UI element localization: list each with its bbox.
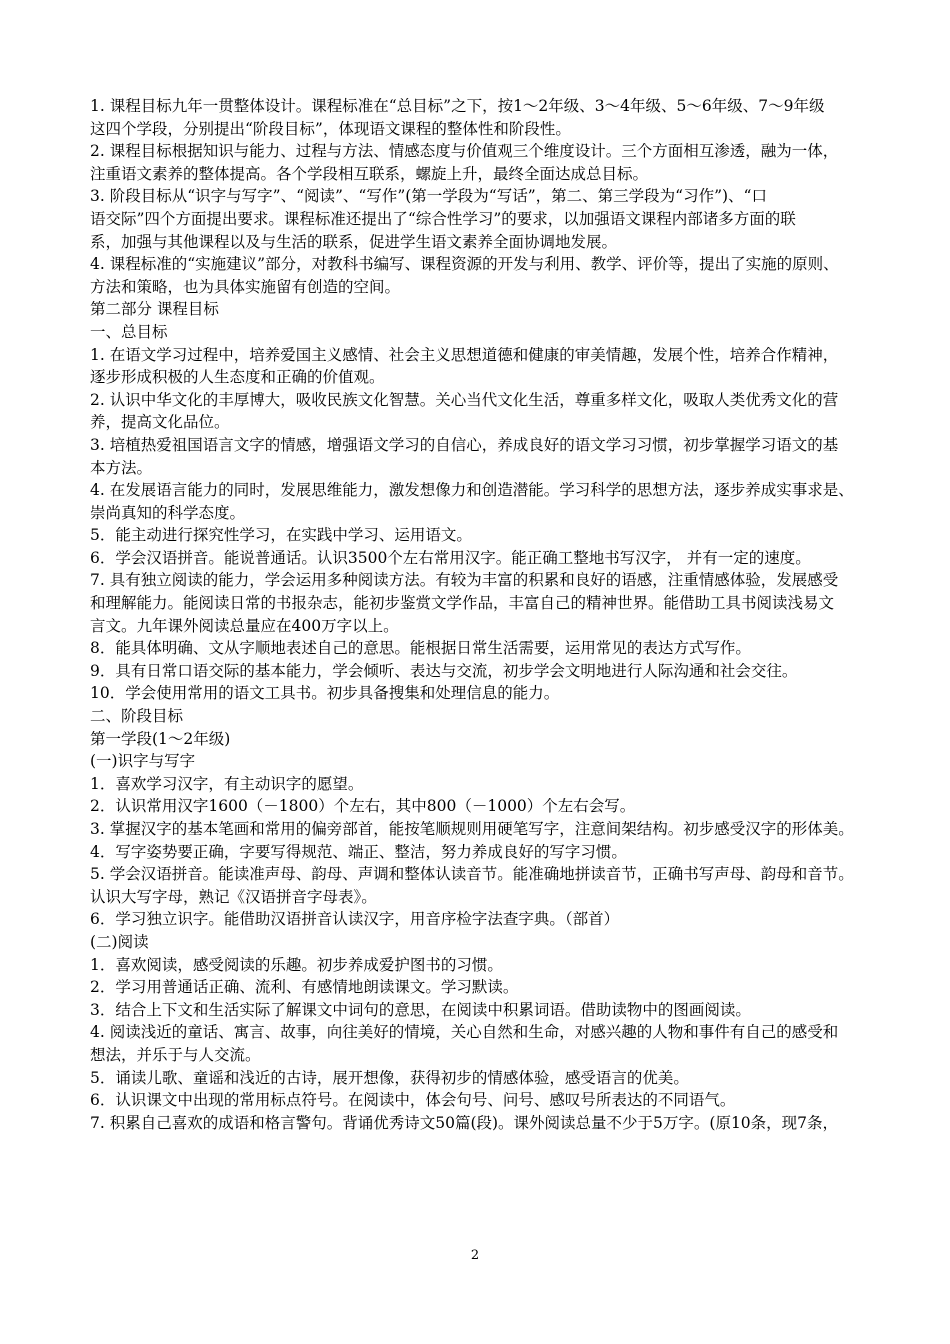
text-line: 系，加强与其他课程以及与生活的联系，促进学生语文素养全面协调地发展。: [90, 232, 618, 251]
text-line: 语交际”四个方面提出要求。课程标准还提出了“综合性学习”的要求，以加强语文课程内部诸多方面的联: [90, 209, 796, 228]
text-line: 6．学习独立识字。能借助汉语拼音认读汉字，用音序检字法查字典。（部首）: [90, 910, 620, 929]
text-line: 3．结合上下文和生活实际了解课文中词句的意思，在阅读中积累词语。借助读物中的图画阅读。: [90, 1000, 751, 1019]
text-line: 6．学会汉语拼音。能说普通话。认识3500个左右常用汉字。能正确工整地书写汉字， 并有一定的速度。: [90, 548, 811, 567]
text-line: 二、阶段目标: [90, 707, 184, 726]
page-number: 2: [470, 1248, 480, 1263]
text-line: 养，提高文化品位。: [90, 413, 230, 432]
text-line: 3. 阶段目标从“识字与写字”、“阅读”、“写作”(第一学段为“写话”，第二、第三学段为“习作”)、“口: [90, 187, 767, 206]
text-line: 5．能主动进行探究性学习，在实践中学习、运用语文。: [90, 526, 472, 545]
text-line: 1. 课程目标九年一贯整体设计。课程标准在“总目标”之下，按1～2年级、3～4年级、5～6年级、7～9年级: [90, 97, 825, 115]
text-line: 5．诵读儿歌、童谣和浅近的古诗，展开想像，获得初步的情感体验，感受语言的优美。: [90, 1068, 689, 1087]
document-body: [90, 95, 890, 1134]
text-line: 第二部分 课程目标: [90, 300, 219, 319]
text-line: 3. 培植热爱祖国语言文字的情感，增强语文学习的自信心，养成良好的语文学习习惯，初步掌握学习语文的基: [90, 435, 839, 454]
text-line: 1．喜欢学习汉字，有主动识字的愿望。: [90, 774, 364, 793]
text-line: 注重语文素养的整体提高。各个学段相互联系，螺旋上升，最终全面达成总目标。: [90, 164, 649, 183]
text-line: 2. 认识中华文化的丰厚博大，吸收民族文化智慧。关心当代文化生活，尊重多样文化，吸取人类优秀文化的营: [90, 390, 839, 409]
text-line: 言文。九年课外阅读总量应在400万字以上。: [90, 616, 399, 635]
text-line: 7. 具有独立阅读的能力，学会运用多种阅读方法。有较为丰富的积累和良好的语感，注重情感体验，发展感受: [90, 571, 839, 590]
text-line: 这四个学段，分别提出“阶段目标”，体现语文课程的整体性和阶段性。: [90, 119, 571, 138]
text-line: 第一学段(1～2年级): [90, 729, 231, 748]
text-line: 4．写字姿势要正确，字要写得规范、端正、整洁，努力养成良好的写字习惯。: [90, 842, 627, 861]
text-line: (一)识字与写字: [90, 752, 196, 771]
text-line: 崇尚真知的科学态度。: [90, 503, 246, 522]
text-line: 4. 阅读浅近的童话、寓言、故事，向往美好的情境，关心自然和生命，对感兴趣的人物和事件有自己的感受和: [90, 1023, 839, 1042]
text-line: 和理解能力。能阅读日常的书报杂志，能初步鉴赏文学作品，丰富自己的精神世界。能借助工具书阅读浅易文: [90, 594, 835, 613]
text-line: 逐步形成积极的人生态度和正确的价值观。: [90, 368, 385, 387]
text-line: 4. 在发展语言能力的同时，发展思维能力，激发想像力和创造潜能。学习科学的思想方法，逐步养成实事求是、: [90, 481, 854, 500]
text-line: 想法，并乐于与人交流。: [90, 1045, 261, 1064]
text-line: 6．认识课文中出现的常用标点符号。在阅读中，体会句号、问号、感叹号所表达的不同语气。: [90, 1091, 736, 1110]
text-line: (二)阅读: [90, 932, 149, 951]
text-line: 1．喜欢阅读，感受阅读的乐趣。初步养成爱护图书的习惯。: [90, 955, 503, 974]
text-line: 8．能具体明确、文从字顺地表述自己的意思。能根据日常生活需要，运用常见的表达方式写作。: [90, 639, 751, 658]
text-line: 本方法。: [90, 458, 153, 477]
text-line: 方法和策略，也为具体实施留有创造的空间。: [90, 277, 401, 296]
text-line: 2．认识常用汉字1600（－1800）个左右，其中800（－1000）个左右会写。: [90, 797, 636, 816]
text-line: 4. 课程标准的“实施建议”部分，对教科书编写、课程资源的开发与利用、教学、评价等，提出了实施的原则、: [90, 255, 839, 274]
text-line: 认识大写字母，熟记《汉语拼音字母表》。: [90, 887, 377, 906]
text-line: 一、总目标: [90, 322, 168, 341]
text-line: 5. 学会汉语拼音。能读准声母、韵母、声调和整体认读音节。能准确地拼读音节，正确书写声母、韵母和音节。: [90, 865, 854, 884]
text-line: 2．学习用普通话正确、流利、有感情地朗读课文。学习默读。: [90, 978, 519, 997]
text-line: 1. 在语文学习过程中，培养爱国主义感情、社会主义思想道德和健康的审美情趣，发展个性，培养合作精神，: [90, 345, 839, 364]
text-line: 3. 掌握汉字的基本笔画和常用的偏旁部首，能按笔顺规则用硬笔写字，注意间架结构。初步感受汉字的形体美。: [90, 820, 854, 838]
text-line: 9．具有日常口语交际的基本能力，学会倾听、表达与交流，初步学会文明地进行人际沟通和社会交往。: [90, 661, 798, 680]
text-line: 10．学会使用常用的语文工具书。初步具备搜集和处理信息的能力。: [90, 684, 560, 703]
text-line: 2. 课程目标根据知识与能力、过程与方法、情感态度与价值观三个维度设计。三个方面相互渗透，融为一体，: [90, 142, 839, 161]
text-line: 7. 积累自己喜欢的成语和格言警句。背诵优秀诗文50篇(段)。课外阅读总量不少于5万字。(原10条，现7条，: [90, 1113, 839, 1132]
